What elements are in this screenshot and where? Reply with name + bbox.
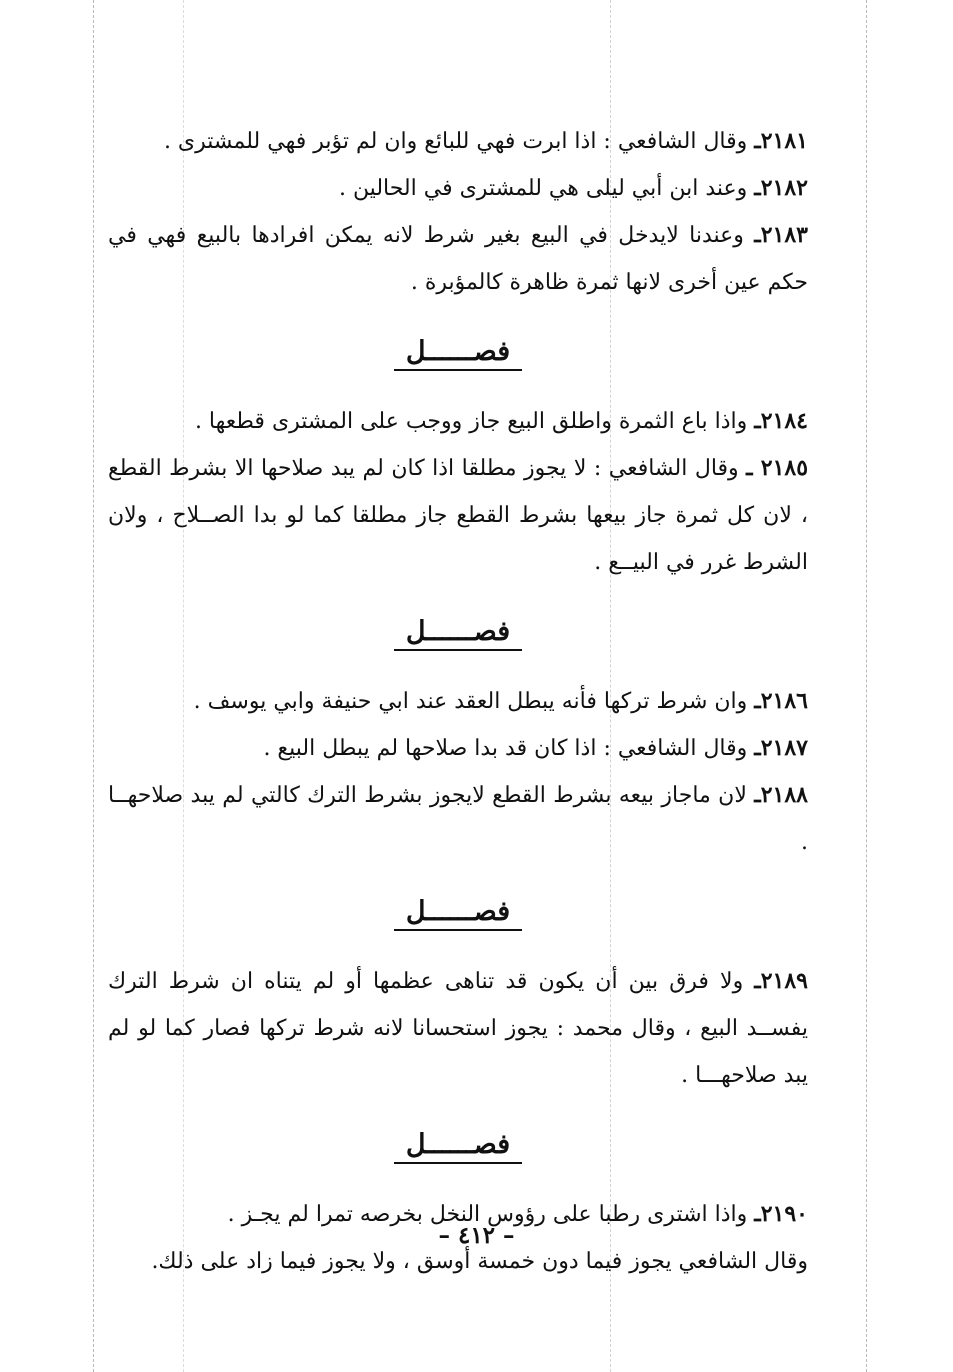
paragraph-2187: [108, 725, 808, 772]
scan-artifact-line: [866, 0, 867, 1372]
paragraph-number: ٢١٨٩ـ: [754, 968, 808, 994]
paragraph-text: وقال الشافعي : اذا كان قد بدا صلاحها لم يبطل البيع .: [263, 736, 748, 761]
paragraph-text: وان شرط تركها فأنه يبطل العقد عند ابي حنيفة وابي يوسف .: [193, 689, 748, 714]
paragraph-number: ٢١٩٠ـ: [754, 1201, 808, 1227]
paragraph-text: وقال الشافعي : اذا ابرت فهي للبائع وان لم تؤبر فهي للمشترى .: [163, 129, 748, 154]
paragraph-2185: [108, 445, 808, 586]
page-body: [108, 118, 808, 1285]
paragraph-number: ٢١٨٦ـ: [754, 688, 808, 714]
scan-artifact-line: [93, 0, 94, 1372]
paragraph-number: ٢١٨٣ـ: [754, 222, 808, 248]
section-heading-text: فصــــــل: [394, 1128, 522, 1164]
paragraph-text: واذا باع الثمرة واطلق البيع جاز ووجب على المشترى قطعها .: [194, 409, 748, 434]
paragraph-text: وقال الشافعي : لا يجوز مطلقا اذا كان لم يبد صلاحها الا بشرط القطع ، لان كل ثمرة جاز بيعها بشرط القطع جاز مطلقا كما لو بدا الصــلاح ، ولان الشرط غرر في البيــع .: [108, 456, 808, 575]
paragraph-text: وعند ابن أبي ليلى هي للمشترى في الحالين .: [338, 176, 748, 201]
paragraph-2182: [108, 165, 808, 212]
paragraph-text: وعندنا لايدخل في البيع بغير شرط لانه يمكن افرادها بالبيع فهي في حكم عين أخرى لانها ثمرة ظاهرة كالمؤبرة .: [108, 223, 808, 295]
paragraph-text: وقال الشافعي يجوز فيما دون خمسة أوسق ، ولا يجوز فيما زاد على ذلك.: [151, 1249, 808, 1274]
paragraph-text: واذا اشترى رطبا على رؤوس النخل بخرصه تمرا لم يجـز .: [227, 1202, 748, 1227]
section-heading-text: فصــــــل: [394, 615, 522, 651]
paragraph-text: ولا فرق بين أن يكون قد تناهى عظمها أو لم يتناه ان شرط الترك يفســد البيع ، وقال محمد : يجوز استحسانا لانه شرط تركها فصار كما لو لم يبد صلاحهـــا .: [108, 969, 808, 1088]
section-heading-text: فصــــــل: [394, 895, 522, 931]
page-number: – ٤١٢ –: [438, 1222, 515, 1249]
paragraph-text: لان ماجاز بيعه بشرط القطع لايجوز بشرط الترك كالتي لم يبد صلاحهــا .: [108, 783, 808, 855]
paragraph-number: ٢١٨٤ـ: [754, 408, 808, 434]
paragraph-2188: [108, 772, 808, 866]
section-heading: [108, 306, 808, 398]
paragraph-2183: [108, 212, 808, 306]
section-heading: [108, 866, 808, 958]
paragraph-number: ٢١٨٨ـ: [754, 782, 808, 808]
paragraph-2181: [108, 118, 808, 165]
paragraph-number: ٢١٨١ـ: [754, 128, 808, 154]
section-heading: [108, 586, 808, 678]
paragraph-2189: [108, 958, 808, 1099]
paragraph-2184: [108, 398, 808, 445]
paragraph-number: ٢١٨٢ـ: [754, 175, 808, 201]
section-heading-text: فصــــــل: [394, 335, 522, 371]
paragraph-number: ٢١٨٧ـ: [754, 735, 808, 761]
paragraph-number: ٢١٨٥ ـ: [746, 455, 809, 481]
paragraph-2186: [108, 678, 808, 725]
section-heading: [108, 1099, 808, 1191]
